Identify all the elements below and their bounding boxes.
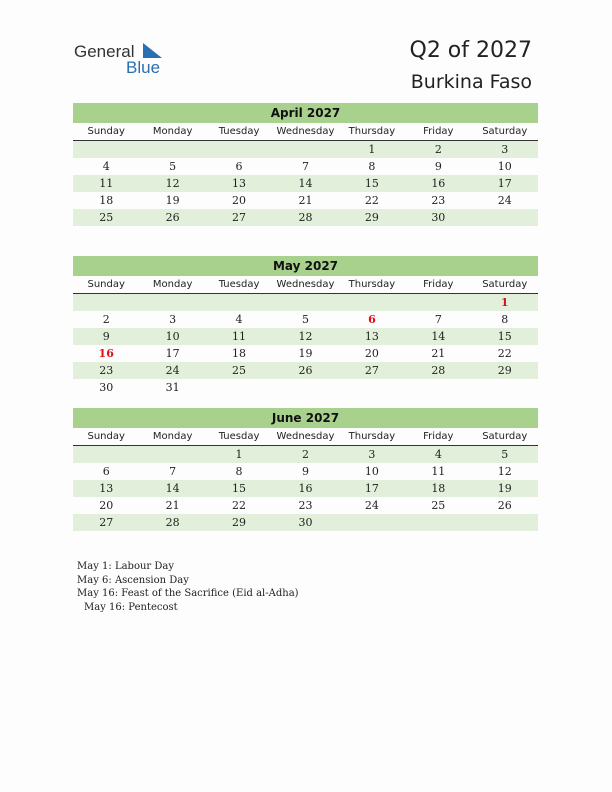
week-row bbox=[73, 446, 538, 463]
week-row bbox=[73, 175, 538, 192]
day-cell: 20 bbox=[99, 499, 114, 512]
empty-day-cell bbox=[472, 379, 538, 396]
empty-day-cell bbox=[206, 141, 272, 158]
empty-day-cell bbox=[339, 294, 405, 311]
day-cell: 28 bbox=[431, 364, 446, 377]
holiday-note: May 1: Labour Day bbox=[77, 561, 174, 572]
day-cell: 22 bbox=[364, 194, 379, 207]
weekday-label: Friday bbox=[423, 126, 454, 137]
weekday-label: Thursday bbox=[348, 431, 396, 442]
day-cell: 21 bbox=[165, 499, 180, 512]
day-cell: 24 bbox=[165, 364, 180, 377]
weekday-label: Monday bbox=[152, 279, 193, 290]
day-cell: 29 bbox=[364, 211, 379, 224]
day-cell: 2 bbox=[301, 448, 309, 461]
empty-day-cell bbox=[206, 379, 272, 396]
day-cell: 26 bbox=[298, 364, 313, 377]
weekday-label: Wednesday bbox=[276, 279, 335, 290]
day-cell: 13 bbox=[364, 330, 379, 343]
country-name: Burkina Faso bbox=[410, 71, 532, 93]
day-cell: 7 bbox=[169, 465, 177, 478]
day-cell: 13 bbox=[232, 177, 247, 190]
day-cell: 3 bbox=[501, 143, 509, 156]
day-cell: 27 bbox=[232, 211, 247, 224]
day-cell: 1 bbox=[235, 448, 243, 461]
day-cell: 20 bbox=[364, 347, 379, 360]
logo-general-text: General bbox=[74, 42, 135, 61]
week-row bbox=[73, 311, 538, 328]
day-cell: 5 bbox=[169, 160, 177, 173]
day-cell: 24 bbox=[364, 499, 379, 512]
day-cell: 26 bbox=[165, 211, 180, 224]
month-title: June 2027 bbox=[73, 408, 538, 428]
day-cell: 15 bbox=[232, 482, 247, 495]
day-cell: 22 bbox=[232, 499, 247, 512]
day-cell: 12 bbox=[497, 465, 512, 478]
week-row bbox=[73, 328, 538, 345]
day-cell: 3 bbox=[368, 448, 376, 461]
day-cell: 26 bbox=[497, 499, 512, 512]
day-cell: 16 bbox=[98, 347, 114, 360]
empty-day-cell bbox=[405, 379, 471, 396]
day-cell: 11 bbox=[99, 177, 114, 190]
weekday-label: Tuesday bbox=[218, 431, 260, 442]
day-cell: 14 bbox=[298, 177, 313, 190]
week-row bbox=[73, 514, 538, 531]
day-cell: 12 bbox=[298, 330, 313, 343]
day-cell: 4 bbox=[102, 160, 110, 173]
day-cell: 21 bbox=[431, 347, 446, 360]
day-cell: 17 bbox=[497, 177, 512, 190]
day-cell: 9 bbox=[434, 160, 442, 173]
day-cell: 20 bbox=[232, 194, 247, 207]
empty-day-cell bbox=[272, 379, 338, 396]
day-cell: 25 bbox=[232, 364, 247, 377]
weekday-label: Friday bbox=[423, 431, 454, 442]
day-cell: 3 bbox=[169, 313, 177, 326]
week-row bbox=[73, 158, 538, 175]
day-cell: 8 bbox=[368, 160, 376, 173]
day-cell: 22 bbox=[497, 347, 512, 360]
holiday-note: May 16: Pentecost bbox=[84, 601, 178, 613]
empty-day-cell bbox=[73, 141, 139, 158]
weekday-label: Wednesday bbox=[276, 431, 335, 442]
day-cell: 25 bbox=[431, 499, 446, 512]
day-cell: 18 bbox=[232, 347, 247, 360]
day-cell: 18 bbox=[99, 194, 114, 207]
day-cell: 17 bbox=[165, 347, 180, 360]
day-cell: 7 bbox=[301, 160, 309, 173]
day-cell: 7 bbox=[434, 313, 442, 326]
day-cell: 2 bbox=[102, 313, 110, 326]
day-cell: 30 bbox=[298, 516, 313, 529]
day-cell: 23 bbox=[99, 364, 114, 377]
month-title: May 2027 bbox=[73, 256, 538, 276]
day-cell: 14 bbox=[165, 482, 180, 495]
day-cell: 4 bbox=[434, 448, 442, 461]
weekday-label: Friday bbox=[423, 279, 454, 290]
day-cell: 19 bbox=[298, 347, 313, 360]
month-title: April 2027 bbox=[73, 103, 538, 123]
weekday-header-row bbox=[73, 123, 538, 141]
day-cell: 28 bbox=[298, 211, 313, 224]
weekday-label: Saturday bbox=[482, 431, 528, 442]
empty-day-cell bbox=[472, 514, 538, 531]
week-row bbox=[73, 209, 538, 226]
day-cell: 13 bbox=[99, 482, 114, 495]
weekday-label: Tuesday bbox=[218, 126, 260, 137]
empty-day-cell bbox=[339, 514, 405, 531]
day-cell: 27 bbox=[99, 516, 114, 529]
empty-day-cell bbox=[206, 294, 272, 311]
weekday-label: Tuesday bbox=[218, 279, 260, 290]
empty-day-cell bbox=[405, 294, 471, 311]
day-cell: 17 bbox=[364, 482, 379, 495]
day-cell: 1 bbox=[368, 143, 376, 156]
weekday-label: Saturday bbox=[482, 279, 528, 290]
day-cell: 19 bbox=[497, 482, 512, 495]
day-cell: 16 bbox=[298, 482, 313, 495]
empty-day-cell bbox=[272, 141, 338, 158]
day-cell: 15 bbox=[364, 177, 379, 190]
day-cell: 6 bbox=[368, 313, 376, 326]
day-cell: 11 bbox=[431, 465, 446, 478]
empty-day-cell bbox=[472, 209, 538, 226]
day-cell: 9 bbox=[102, 330, 110, 343]
day-cell: 30 bbox=[99, 381, 114, 394]
day-cell: 28 bbox=[165, 516, 180, 529]
empty-day-cell bbox=[405, 514, 471, 531]
weekday-label: Monday bbox=[152, 431, 193, 442]
day-cell: 5 bbox=[501, 448, 509, 461]
empty-day-cell bbox=[139, 446, 205, 463]
holiday-note: May 6: Ascension Day bbox=[77, 574, 189, 586]
page-title: Q2 of 2027 bbox=[409, 38, 532, 63]
empty-day-cell bbox=[73, 294, 139, 311]
calendar-may bbox=[73, 256, 538, 396]
day-cell: 10 bbox=[364, 465, 379, 478]
week-row bbox=[73, 463, 538, 480]
week-row bbox=[73, 379, 538, 396]
day-cell: 8 bbox=[501, 313, 509, 326]
calendar-april bbox=[73, 103, 538, 226]
logo-blue-text: Blue bbox=[126, 58, 161, 77]
day-cell: 11 bbox=[232, 330, 247, 343]
day-cell: 9 bbox=[301, 465, 309, 478]
day-cell: 10 bbox=[165, 330, 180, 343]
day-cell: 27 bbox=[364, 364, 379, 377]
day-cell: 29 bbox=[497, 364, 512, 377]
week-row bbox=[73, 294, 538, 311]
weekday-header-row bbox=[73, 428, 538, 446]
empty-day-cell bbox=[339, 379, 405, 396]
day-cell: 4 bbox=[235, 313, 243, 326]
day-cell: 5 bbox=[301, 313, 309, 326]
holiday-note: May 16: Feast of the Sacrifice (Eid al-Adha) bbox=[77, 588, 299, 599]
weekday-label: Sunday bbox=[87, 279, 125, 290]
day-cell: 23 bbox=[431, 194, 446, 207]
empty-day-cell bbox=[139, 141, 205, 158]
day-cell: 23 bbox=[298, 499, 313, 512]
weekday-label: Sunday bbox=[87, 126, 125, 137]
week-row bbox=[73, 192, 538, 209]
empty-day-cell bbox=[272, 294, 338, 311]
day-cell: 16 bbox=[431, 177, 446, 190]
empty-day-cell bbox=[139, 294, 205, 311]
day-cell: 6 bbox=[102, 465, 110, 478]
day-cell: 18 bbox=[431, 482, 446, 495]
weekday-label: Wednesday bbox=[276, 126, 335, 137]
day-cell: 14 bbox=[431, 330, 446, 343]
weekday-label: Thursday bbox=[348, 279, 396, 290]
calendar-june bbox=[73, 408, 538, 531]
weekday-label: Sunday bbox=[87, 431, 125, 442]
day-cell: 21 bbox=[298, 194, 313, 207]
day-cell: 8 bbox=[235, 465, 243, 478]
day-cell: 10 bbox=[497, 160, 512, 173]
empty-day-cell bbox=[73, 446, 139, 463]
day-cell: 2 bbox=[434, 143, 442, 156]
day-cell: 1 bbox=[500, 296, 509, 309]
week-row bbox=[73, 141, 538, 158]
week-row bbox=[73, 362, 538, 379]
day-cell: 29 bbox=[232, 516, 247, 529]
day-cell: 24 bbox=[497, 194, 512, 207]
weekday-label: Saturday bbox=[482, 126, 528, 137]
logo bbox=[74, 42, 174, 78]
day-cell: 30 bbox=[431, 211, 446, 224]
day-cell: 6 bbox=[235, 160, 243, 173]
day-cell: 25 bbox=[99, 211, 114, 224]
day-cell: 15 bbox=[497, 330, 512, 343]
weekday-label: Thursday bbox=[348, 126, 396, 137]
day-cell: 19 bbox=[165, 194, 180, 207]
week-row bbox=[73, 497, 538, 514]
day-cell: 31 bbox=[165, 381, 180, 394]
day-cell: 12 bbox=[165, 177, 180, 190]
holiday-notes bbox=[77, 560, 299, 614]
week-row bbox=[73, 345, 538, 362]
week-row bbox=[73, 480, 538, 497]
weekday-label: Monday bbox=[152, 126, 193, 137]
weekday-header-row bbox=[73, 276, 538, 294]
